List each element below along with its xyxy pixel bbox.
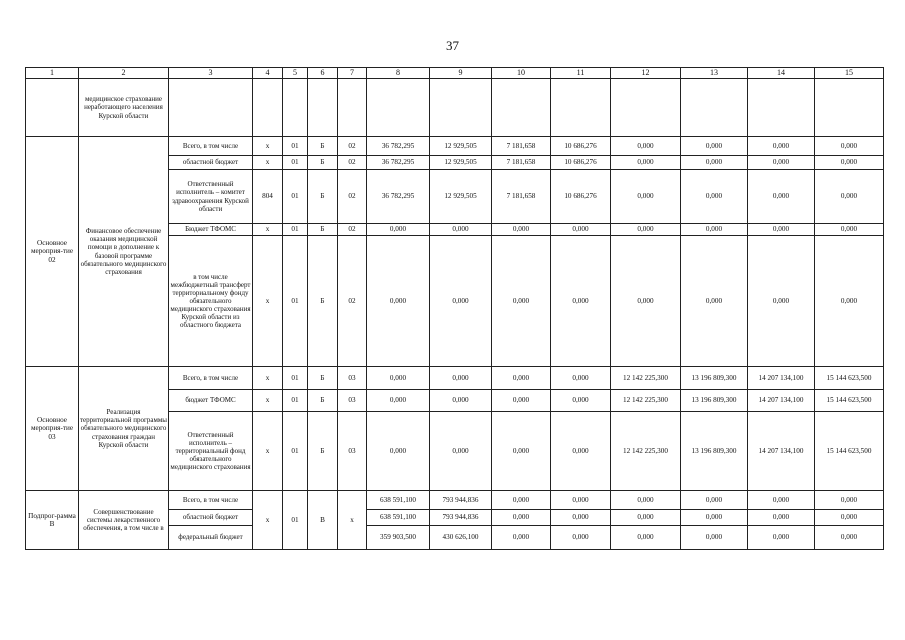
code-cell: x (338, 491, 367, 550)
value-cell: 430 626,100 (430, 526, 492, 550)
code-cell: В (308, 491, 338, 550)
funding-source: Всего, в том числе (169, 367, 253, 390)
value-cell: 14 207 134,100 (748, 367, 815, 390)
value-cell: 10 686,276 (551, 137, 611, 156)
value-cell: 0,000 (551, 367, 611, 390)
value-cell: 0,000 (681, 156, 748, 170)
column-header: 3 (169, 68, 253, 79)
funding-source: областной бюджет (169, 156, 253, 170)
code-cell: 03 (338, 412, 367, 491)
value-cell: 12 142 225,300 (611, 367, 681, 390)
value-cell: 0,000 (611, 510, 681, 526)
value-cell: 0,000 (815, 170, 884, 224)
value-cell: 0,000 (430, 236, 492, 367)
code-cell: 02 (338, 137, 367, 156)
value-cell: 0,000 (367, 367, 430, 390)
code-cell: 01 (283, 137, 308, 156)
value-cell: 0,000 (551, 236, 611, 367)
column-header: 5 (283, 68, 308, 79)
value-cell: 0,000 (492, 526, 551, 550)
table-row (26, 367, 884, 390)
value-cell: 638 591,100 (367, 491, 430, 510)
value-cell: 0,000 (815, 491, 884, 510)
value-cell: 12 929,505 (430, 137, 492, 156)
code-cell: x (253, 137, 283, 156)
column-header: 8 (367, 68, 430, 79)
column-header: 11 (551, 68, 611, 79)
value-cell: 7 181,658 (492, 137, 551, 156)
code-cell: 02 (338, 224, 367, 236)
value-cell: 36 782,295 (367, 137, 430, 156)
value-cell: 14 207 134,100 (748, 390, 815, 412)
value-cell: 0,000 (815, 236, 884, 367)
code-cell: 03 (338, 367, 367, 390)
funding-source: бюджет ТФОМС (169, 390, 253, 412)
code-cell: x (253, 491, 283, 550)
value-cell: 0,000 (551, 510, 611, 526)
code-cell: Б (308, 236, 338, 367)
code-cell: 804 (253, 170, 283, 224)
empty-cell (26, 79, 79, 137)
value-cell: 0,000 (681, 236, 748, 367)
code-cell: Б (308, 156, 338, 170)
value-cell: 0,000 (367, 412, 430, 491)
column-header: 14 (748, 68, 815, 79)
event-label: Основное мероприя-тие 03 (26, 367, 79, 491)
budget-table (25, 67, 884, 550)
value-cell: 14 207 134,100 (748, 412, 815, 491)
value-cell: 13 196 809,300 (681, 412, 748, 491)
value-cell: 10 686,276 (551, 156, 611, 170)
page-number: 37 (446, 38, 459, 53)
value-cell: 0,000 (611, 526, 681, 550)
value-cell: 0,000 (430, 224, 492, 236)
value-cell: 0,000 (611, 156, 681, 170)
value-cell: 0,000 (748, 510, 815, 526)
column-header: 10 (492, 68, 551, 79)
value-cell: 0,000 (367, 236, 430, 367)
value-cell: 0,000 (492, 367, 551, 390)
funding-source: областной бюджет (169, 510, 253, 526)
funding-source: Ответственный исполнитель – комитет здравоохранения Курской области (169, 170, 253, 224)
value-cell: 0,000 (681, 224, 748, 236)
value-cell: 0,000 (815, 137, 884, 156)
table-row (26, 137, 884, 156)
value-cell: 793 944,836 (430, 510, 492, 526)
value-cell: 0,000 (551, 491, 611, 510)
column-header: 12 (611, 68, 681, 79)
code-cell: Б (308, 224, 338, 236)
value-cell: 0,000 (681, 526, 748, 550)
value-cell: 0,000 (681, 137, 748, 156)
value-cell: 0,000 (748, 526, 815, 550)
code-cell: Б (308, 137, 338, 156)
value-cell: 13 196 809,300 (681, 390, 748, 412)
column-header: 4 (253, 68, 283, 79)
code-cell: 01 (283, 367, 308, 390)
value-cell: 0,000 (681, 170, 748, 224)
value-cell: 0,000 (430, 367, 492, 390)
code-cell: Б (308, 412, 338, 491)
funding-source: Всего, в том числе (169, 491, 253, 510)
code-cell: 01 (283, 224, 308, 236)
value-cell: 0,000 (815, 224, 884, 236)
value-cell: 0,000 (611, 137, 681, 156)
continuation-row (26, 79, 884, 137)
value-cell: 0,000 (748, 491, 815, 510)
value-cell: 15 144 623,500 (815, 390, 884, 412)
code-cell: Б (308, 367, 338, 390)
column-header: 2 (79, 68, 169, 79)
value-cell: 0,000 (611, 170, 681, 224)
code-cell: 01 (283, 491, 308, 550)
value-cell: 0,000 (430, 412, 492, 491)
column-header: 6 (308, 68, 338, 79)
code-cell: 02 (338, 156, 367, 170)
value-cell: 0,000 (611, 236, 681, 367)
column-header: 15 (815, 68, 884, 79)
value-cell: 0,000 (748, 236, 815, 367)
code-cell: x (253, 236, 283, 367)
value-cell: 12 929,505 (430, 156, 492, 170)
value-cell: 0,000 (748, 156, 815, 170)
value-cell: 0,000 (551, 526, 611, 550)
code-cell: 02 (338, 170, 367, 224)
code-cell: 01 (283, 156, 308, 170)
value-cell: 0,000 (492, 412, 551, 491)
value-cell: 12 142 225,300 (611, 412, 681, 491)
column-header: 13 (681, 68, 748, 79)
value-cell: 7 181,658 (492, 170, 551, 224)
value-cell: 15 144 623,500 (815, 412, 884, 491)
code-cell: 01 (283, 390, 308, 412)
value-cell: 36 782,295 (367, 156, 430, 170)
code-cell: Б (308, 170, 338, 224)
value-cell: 0,000 (815, 156, 884, 170)
code-cell: x (253, 156, 283, 170)
code-cell: x (253, 224, 283, 236)
value-cell: 36 782,295 (367, 170, 430, 224)
event-label: Подпрог-рамма В (26, 491, 79, 550)
value-cell: 0,000 (492, 510, 551, 526)
column-header: 1 (26, 68, 79, 79)
code-cell: 01 (283, 170, 308, 224)
value-cell: 0,000 (492, 236, 551, 367)
value-cell: 0,000 (611, 224, 681, 236)
value-cell: 638 591,100 (367, 510, 430, 526)
value-cell: 0,000 (551, 412, 611, 491)
value-cell: 0,000 (748, 224, 815, 236)
funding-source: Бюджет ТФОМС (169, 224, 253, 236)
code-cell: x (253, 367, 283, 390)
funding-source: федеральный бюджет (169, 526, 253, 550)
funding-source: в том числе межбюджетный трансферт территориальному фонду обязательного медицинского страхования Курской области из областного бюджета (169, 236, 253, 367)
value-cell: 10 686,276 (551, 170, 611, 224)
value-cell: 0,000 (748, 170, 815, 224)
value-cell: 12 142 225,300 (611, 390, 681, 412)
value-cell: 0,000 (611, 491, 681, 510)
code-cell: Б (308, 390, 338, 412)
value-cell: 359 903,500 (367, 526, 430, 550)
value-cell: 13 196 809,300 (681, 367, 748, 390)
continuation-title: медицинское страхование неработающего населения Курской области (79, 79, 169, 137)
code-cell: 01 (283, 412, 308, 491)
code-cell: 02 (338, 236, 367, 367)
value-cell: 0,000 (681, 510, 748, 526)
value-cell: 12 929,505 (430, 170, 492, 224)
value-cell: 0,000 (367, 390, 430, 412)
value-cell: 0,000 (430, 390, 492, 412)
value-cell: 793 944,836 (430, 491, 492, 510)
value-cell: 15 144 623,500 (815, 367, 884, 390)
header-row (26, 68, 884, 79)
value-cell: 0,000 (815, 526, 884, 550)
value-cell: 0,000 (492, 491, 551, 510)
value-cell: 0,000 (367, 224, 430, 236)
event-label: Основное мероприя-тие 02 (26, 137, 79, 367)
column-header: 7 (338, 68, 367, 79)
value-cell: 0,000 (492, 390, 551, 412)
value-cell: 0,000 (681, 491, 748, 510)
table-row (26, 491, 884, 510)
code-cell: x (253, 412, 283, 491)
event-title: Финансовое обеспечение оказания медицинской помощи в дополнение к базовой программе обязательного медицинского страхования (79, 137, 169, 367)
event-title: Реализация территориальной программы обязательного медицинского страхования граждан Курской области (79, 367, 169, 491)
code-cell: x (253, 390, 283, 412)
funding-source: Ответственный исполнитель – территориальный фонд обязательного медицинского страхования (169, 412, 253, 491)
event-title: Совершенствование системы лекарственного обеспечения, в том числе в (79, 491, 169, 550)
code-cell: 03 (338, 390, 367, 412)
value-cell: 0,000 (551, 390, 611, 412)
value-cell: 0,000 (492, 224, 551, 236)
value-cell: 7 181,658 (492, 156, 551, 170)
value-cell: 0,000 (815, 510, 884, 526)
funding-source: Всего, в том числе (169, 137, 253, 156)
value-cell: 0,000 (748, 137, 815, 156)
code-cell: 01 (283, 236, 308, 367)
column-header: 9 (430, 68, 492, 79)
value-cell: 0,000 (551, 224, 611, 236)
